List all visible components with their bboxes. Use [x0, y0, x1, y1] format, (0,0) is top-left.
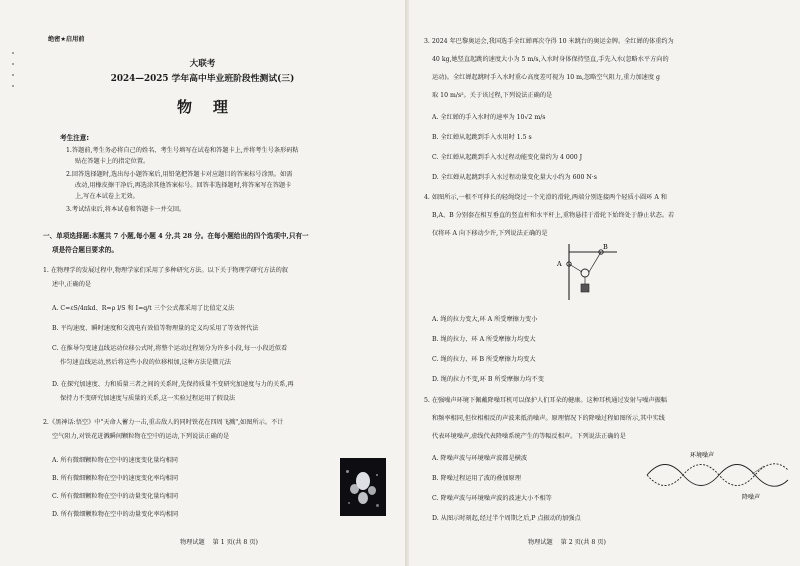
notice-line: 1.答题前,考生务必将自己的姓名、考生号填写在试卷和答题卡上,并将考生号条形码粘 [66, 147, 299, 154]
q3-option-c: C. 全红婵从起跳到手入水过程动能变化量约为 4 000 J [432, 154, 583, 161]
q3-option-d: D. 全红婵从起跳到手入水过程动量变化量大小约为 600 N·s [432, 174, 597, 181]
notice-heading: 考生注意: [60, 134, 90, 142]
q4-stem: 仅将环 A 向下移动少许,下列说法正确的是 [432, 230, 548, 237]
notice-line: 3.考试结束后,将本试卷和答题卡一并交回。 [66, 206, 186, 213]
q3-stem: 3. 2024 年巴黎奥运会,我国选手全红婵再次夺得 10 米跳台的奥运金牌。全红婵的体重约为 [424, 38, 674, 45]
page-footer: 物理试题 第 2 页(共 8 页) [528, 539, 606, 546]
q1-option-d: D. 在探究加速度、力和质量三者之间的关系时,先保持质量不变研究加速度与力的关系,再 [52, 381, 294, 388]
label-anti-noise: 降噪声 [742, 494, 761, 501]
label-b: B [603, 243, 608, 251]
q2-option-d: D. 所有微细颗粒物在空中的动量变化率均相同 [52, 511, 179, 518]
q3-stem: 取 10 m/s²。关于该过程,下列说法正确的是 [432, 92, 553, 99]
noise-wave-diagram [642, 448, 792, 502]
q1-option-d-cont: 保持力不变研究加速度与质量的关系,这一实验过程运用了假设法 [60, 395, 236, 402]
subject-title: 物 理 [177, 98, 228, 116]
exam-title: 2024—2025 学年高中毕业班阶段性测试(三) [110, 74, 295, 84]
page-2 [410, 0, 800, 566]
label-a: A [557, 260, 562, 268]
section-heading: 一、单项选择题:本题共 7 小题,每小题 4 分,共 28 分。在每小题给出的四个选项中,只有一 [43, 232, 309, 240]
q2-stem: 2.《黑神话:悟空》中"天命人蓄力一击,重击敌人的同时铁花在四周飞溅",如图所示。不计 [43, 419, 284, 426]
q4-option-c: C. 绳的拉力、环 B 所受摩擦力均变大 [432, 356, 536, 363]
organizer: 大联考 [189, 59, 216, 69]
q5-stem: 和频率相同,但位相相反的声波来抵消噪声。原理情况下的降噪过程如图所示,其中实线 [432, 415, 665, 422]
q2-option-c: C. 所有微细颗粒物在空中的动量变化量均相同 [52, 493, 179, 500]
page-fold [405, 0, 409, 566]
q4-option-a: A. 绳的拉力变大,环 A 所受摩擦力变小 [432, 316, 538, 323]
q1-option-c-cont: 作匀速直线运动,然后将这些小段的位移相加,这种方法是微元法 [60, 359, 231, 366]
q4-option-d: D. 绳的拉力不变,环 B 所受摩擦力均不变 [432, 376, 544, 383]
q5-option-c: C. 降噪声波与环境噪声波的波速大小不相等 [432, 495, 552, 502]
label-env-noise: 环境噪声 [690, 452, 715, 459]
q1-stem: 述中,正确的是 [52, 281, 92, 288]
notice-line: 2.回答选择题时,选出每小题答案后,用铅笔把答题卡对应题目的答案标号涂黑。如需 [66, 171, 293, 178]
q5-option-a: A. 降噪声波与环境噪声波都是横波 [432, 455, 528, 462]
q3-option-b: B. 全红婵从起跳到手入水用时 1.5 s [432, 134, 532, 141]
q2-stem: 空气阻力,对铁花迸溅瞬间颗粒物在空中的运动,下列说法正确的是 [52, 433, 230, 440]
q3-stem: 40 kg,她竖直起跳的速度大小为 5 m/s,入水时身体保持竖直,手先入水(忽略水平方向的 [432, 56, 669, 63]
q1-option-b: B. 平均速度、瞬时速度和交流电有效值等物理量的定义均采用了等效替代法 [52, 325, 259, 332]
secret-label: 绝密★启用前 [48, 36, 85, 43]
sparks-photo [340, 458, 386, 516]
q5-stem: 代表环境噪声,虚线代表降噪系统产生的等幅反相声。下列说法正确的是 [432, 433, 626, 440]
q1-stem: 1. 在物理学的发展过程中,物理学家们采用了多种研究方法。以下关于物理学研究方法的叙 [43, 267, 288, 274]
q2-option-b: B. 所有微细颗粒物在空中的速度变化率均相同 [52, 475, 179, 482]
q5-stem: 5. 在强噪声环境下佩戴降噪耳机可以保护人们耳朵的健康。这种耳机通过发射与噪声振幅 [424, 397, 667, 404]
q2-option-a: A. 所有微细颗粒物在空中的速度变化量均相同 [52, 457, 178, 464]
q1-option-c: C. 在推导匀变速直线运动位移公式时,将整个运动过程划分为许多小段,每一小段近似看 [52, 345, 288, 352]
section-heading-cont: 项是符合题目要求的。 [52, 246, 118, 254]
q1-option-a: A. C=εS/4πkd、R=ρ l/S 和 I=q/t 三个公式都采用了比值定义法 [52, 305, 235, 312]
q5-option-b: B. 降噪过程运用了波的叠加原理 [432, 475, 521, 482]
notice-line: 上,写在本试卷上无效。 [75, 193, 139, 200]
page-footer: 物理试题 第 1 页(共 8 页) [180, 539, 258, 546]
q5-option-d: D. 从图示时刻起,经过半个周期之后,P 点振动的加强点 [432, 515, 581, 522]
pulley-diagram [555, 240, 625, 304]
notice-line: 贴在答题卡上的指定位置。 [75, 158, 150, 165]
q4-stem: 4. 如图所示,一根不可伸长的轻绳绕过一个光滑的滑轮,两端分别连接两个轻质小圆环 A 和 [424, 194, 667, 201]
q3-stem: 运动)。全红婵起跳时手入水时重心高度差可视为 10 m,忽略空气阻力,重力加速度 g [432, 74, 660, 81]
q3-option-a: A. 全红婵的手入水时的速率为 10√2 m/s [432, 114, 546, 121]
notice-line: 改动,用橡皮擦干净后,再选涂其他答案标号。回答非选择题时,将答案写在答题卡 [75, 182, 292, 189]
q4-option-b: B. 绳的拉力、环 A 所受摩擦力均变大 [432, 336, 536, 343]
q4-stem: B,A、B 分别套在相互垂直的竖直杆和水平杆上,重物悬挂于滑轮下始终处于静止状态。若 [432, 212, 675, 219]
